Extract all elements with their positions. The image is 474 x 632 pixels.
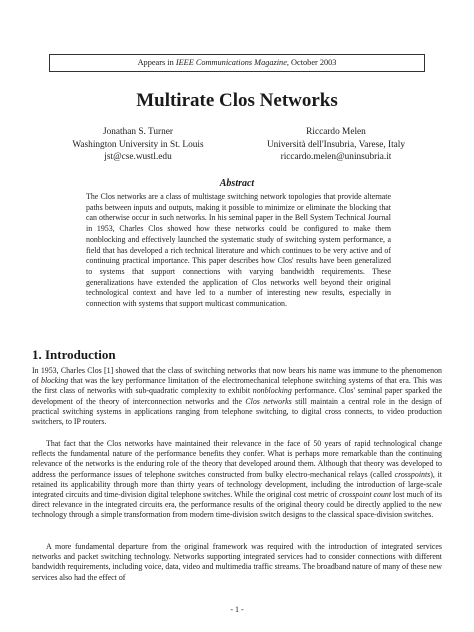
emphasis-term: Clos networks [245, 396, 292, 406]
section-heading-introduction: 1. Introduction [32, 347, 116, 362]
author-affiliation: Washington University in St. Louis [72, 139, 204, 150]
text-run: That fact that the Clos networks have maintained their relevance in the face of 50 years of rapid technological change reflects the fundamental nature of the performance benefits they confer. What is perhaps more remarkable than the continuing relevance of the networks is the enduring role of the theory that developed around them. Although that theory was developed to address the performance issues of telephone switches constructed from bulky electro-mechanical relays (called [32, 439, 442, 479]
text-run: lost much of its direct relevance in the integrated circuits era, the performance results of the original theory could be directly applied to the new technology through a simple transformation from modern time-division switch designs to the classical space-division switches. [32, 490, 443, 520]
text-run: In 1953, Charles Clos [1] showed that the class of switching networks that now bears his name was immune to the phenomenon of [32, 366, 442, 386]
author-email: jst@cse.wustl.edu [104, 152, 172, 162]
author-email: riccardo.melen@uninsubria.it [280, 152, 392, 162]
emphasis-term: crosspoints [394, 469, 431, 479]
emphasis-term: nonblocking [252, 386, 292, 396]
author-block-2 [236, 126, 436, 164]
author-affiliation: Università dell'Insubria, Varese, Italy [266, 139, 406, 150]
venue-journal: IEEE Communications Magazine [175, 58, 287, 67]
emphasis-term: crosspoint count [338, 490, 392, 500]
abstract-body: The Clos networks are a class of multistage switching network topologies that provide alternate paths between inputs and outputs, making it possible to minimize or eliminate the blocking that can otherwise occur in such networks. In his seminal paper in the Bell System Technical Journal in 1953, Charles Clos showed how these networks could be configured to make them nonblocking and effectively launched the systematic study of switching system performance, a field that has developed a rich technical literature and which continues to be very active and of continuing practical importance. This paper describes how Clos' results have been generalized to systems that support connections with varying bandwidth requirements. These generalizations have extended the application of Clos networks well beyond their original technological context and have led to a number of interesting new results, especially in connection with systems that support multicast communication. [86, 192, 391, 309]
intro-paragraph-3: A more fundamental departure from the original framework was required with the introduction of integrated services networks and packet switching technology. Networks supporting integrated services had to consider connections with different bandwidth requirements, including voice, data, video and multimedia traffic streams. The broadband nature of many of these new services also had the effect of [32, 542, 442, 582]
text-run: that was the key performance limitation of the electromechanical telephone switching systems of that era. This was the first class of networks with sub-quadratic complexity to exhibit [32, 376, 442, 396]
intro-paragraph-1 [32, 366, 442, 427]
author-name: Riccardo Melen [306, 127, 366, 137]
text-run: still maintain a central role in the design of practical switching systems in applications ranging from telephone switching, to digital cross connects, to video production switchers, to IP routers. [32, 396, 443, 427]
text-run: ), it retained its applicability through more than thirty years of technology development, including the introduction of large-scale integrated circuits and time-division digital telephone switches. While the original cost metric of [32, 469, 442, 500]
emphasis-term: blocking [41, 376, 69, 386]
author-name: Jonathan S. Turner [103, 127, 173, 137]
venue-prefix: Appears in [137, 58, 176, 67]
text-run: performance. Clos' seminal paper sparked the development of the theory of interconnection networks and the [32, 386, 442, 406]
intro-paragraph-2 [32, 439, 442, 521]
author-block-1 [38, 126, 238, 164]
venue-box [49, 54, 425, 72]
abstract-heading: Abstract [219, 178, 255, 189]
paper-title: Multirate Clos Networks [136, 90, 338, 111]
venue-suffix: , October 2003 [286, 58, 337, 67]
page-number: - 1 - [230, 605, 244, 614]
